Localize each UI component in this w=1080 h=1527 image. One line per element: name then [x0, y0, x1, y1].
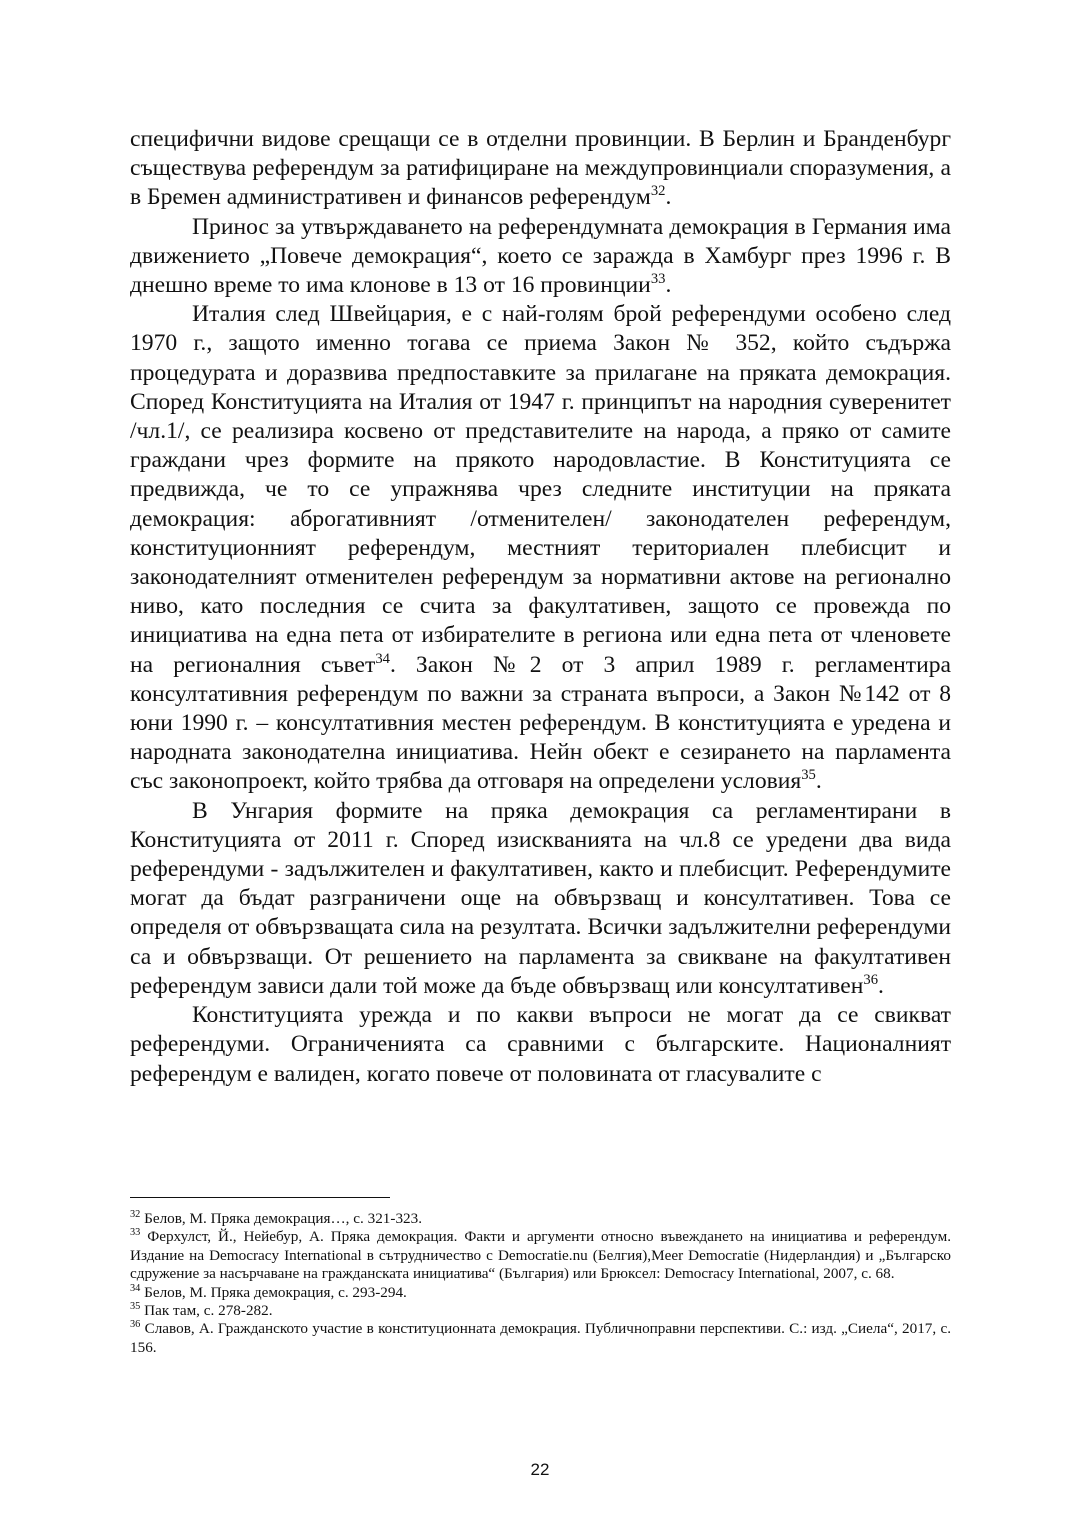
page-number: 22 — [530, 1460, 550, 1479]
footnote-ref: 36 — [863, 972, 879, 989]
footnote-text: Белов, М. Пряка демокрация, с. 293-294. — [140, 1283, 407, 1301]
paragraph-text: Италия след Швейцария, е с най-голям брой референдуми особено след 1970 г., защото именно тогава се приема Закон № 352, който съдържа процедурата и доразвива предпоставките за прилагане на пряката демокрация. Според Конституцията на Италия от 1947 г. принципът на народния суверенитет /чл.1/, се реализира косвено от представителите на народа, а пряко от самите граждани чрез формите на прякото народовластие. В Конституцията се предвижда, че то се упражнява чрез следните институции на пряката демокрация: аброгативният /отменителен/ законодателен референдум, конституционният референдум, местният териториален плебисцит и законодателният отменителен референдум за нормативни актове на регионално ниво, като последния се счита за факултативен, защото се провежда по инициатива на една пета от избирателите в региона или една пета от членовете на регионалния съвет — [130, 301, 951, 678]
footnotes — [130, 1210, 951, 1357]
paragraph-text: специфични видове срещащи се в отделни провинции. В Берлин и Бранденбург съществува референдум за ратифициране на междупровинциали споразумения, а в Бремен административен и финансов референдум — [130, 126, 951, 211]
paragraph — [130, 1001, 951, 1089]
paragraph-text: . — [878, 972, 884, 999]
body-text — [130, 125, 951, 1089]
paragraph-text: . — [665, 184, 672, 211]
footnote-number: 36 — [130, 1319, 141, 1331]
footnote-ref: 33 — [650, 271, 666, 288]
footnote-number: 34 — [130, 1282, 141, 1294]
paragraph — [130, 213, 951, 301]
paragraph-text: . — [815, 768, 822, 795]
paragraph-text: . Закон №2 от 3 април 1989 г. регламентира консултативния референдум по важни за страната въпроси, а Закон №142 от 8 юни 1990 г. – консултативния местен референдум. В конституцията е уредена и народната законодателна инициатива. Нейн обект е сезирането на парламента със законопроект, който трябва да отговаря на определени условия — [130, 651, 952, 795]
footnote-ref: 34 — [375, 650, 390, 667]
paragraph-text: В Унгария формите на пряка демокрация са регламентирани в Конституцията от 2011 г. Според изискванията на чл.8 се уредени два вида референдуми - задължителен и факултативен, както и плебисцит. Референдумите могат да бъдат разграничени още на обвързващ и консултативен. Това се определя от обвързващата сила на резултата. Всички задължителни референдуми са и обвързващи. От решението на парламента за свикване на факултативен референдум зависи дали той може да бъде обвързващ или консултативен — [130, 797, 951, 999]
footnote — [130, 1228, 951, 1283]
footnote-number: 32 — [130, 1208, 141, 1220]
footnote-text: Славов, А. Гражданското участие в конституционната демокрация. Публичноправни перспективи. С.: изд. „Сиела“, 2017, с. 156. — [130, 1320, 951, 1356]
footnote-separator — [130, 1197, 390, 1198]
footnote-ref: 32 — [650, 183, 666, 200]
footnote — [130, 1284, 951, 1302]
paragraph-text: Принос за утвърждаването на референдумната демокрация в Германия има движението „Повече демокрация“, което се заражда в Хамбург през 1996 г. В днешно време то има клонове в 13 от 16 провинции — [130, 213, 951, 299]
paragraph — [130, 125, 951, 213]
footnote-text: Пак там, с. 278-282. — [140, 1302, 273, 1320]
footnote-text: Белов, М. Пряка демокрация…, с. 321-323. — [140, 1210, 423, 1227]
footnote — [130, 1320, 951, 1357]
footnote — [130, 1302, 951, 1320]
footnote — [130, 1210, 951, 1228]
paragraph — [130, 300, 951, 796]
footnote-number: 33 — [130, 1227, 141, 1239]
paragraph — [130, 797, 951, 1001]
footnote-ref: 35 — [801, 767, 816, 784]
footnote-number: 35 — [130, 1300, 141, 1312]
paragraph-text: . — [665, 272, 672, 299]
footnote-text: Ферхулст, Й., Нейебур, А. Пряка демокрация. Факти и аргументи относно въвеждането на инициатива и референдум. Издание на Democracy International в сътрудничество с Democratie.nu (Белгия),Meer Democratie (Нидерландия) и „Българско сдружение за насърчаване на гражданската инициатива“ (България) или Брюксел: Democracy International, 2007, с. 68. — [130, 1228, 951, 1283]
paragraph-text: Конституцията урежда и по какви въпроси не могат да се свикват референдуми. Ограниченията са сравними с българските. Националният референдум е валиден, когато повече от половината от гласувалите с — [130, 1002, 951, 1087]
